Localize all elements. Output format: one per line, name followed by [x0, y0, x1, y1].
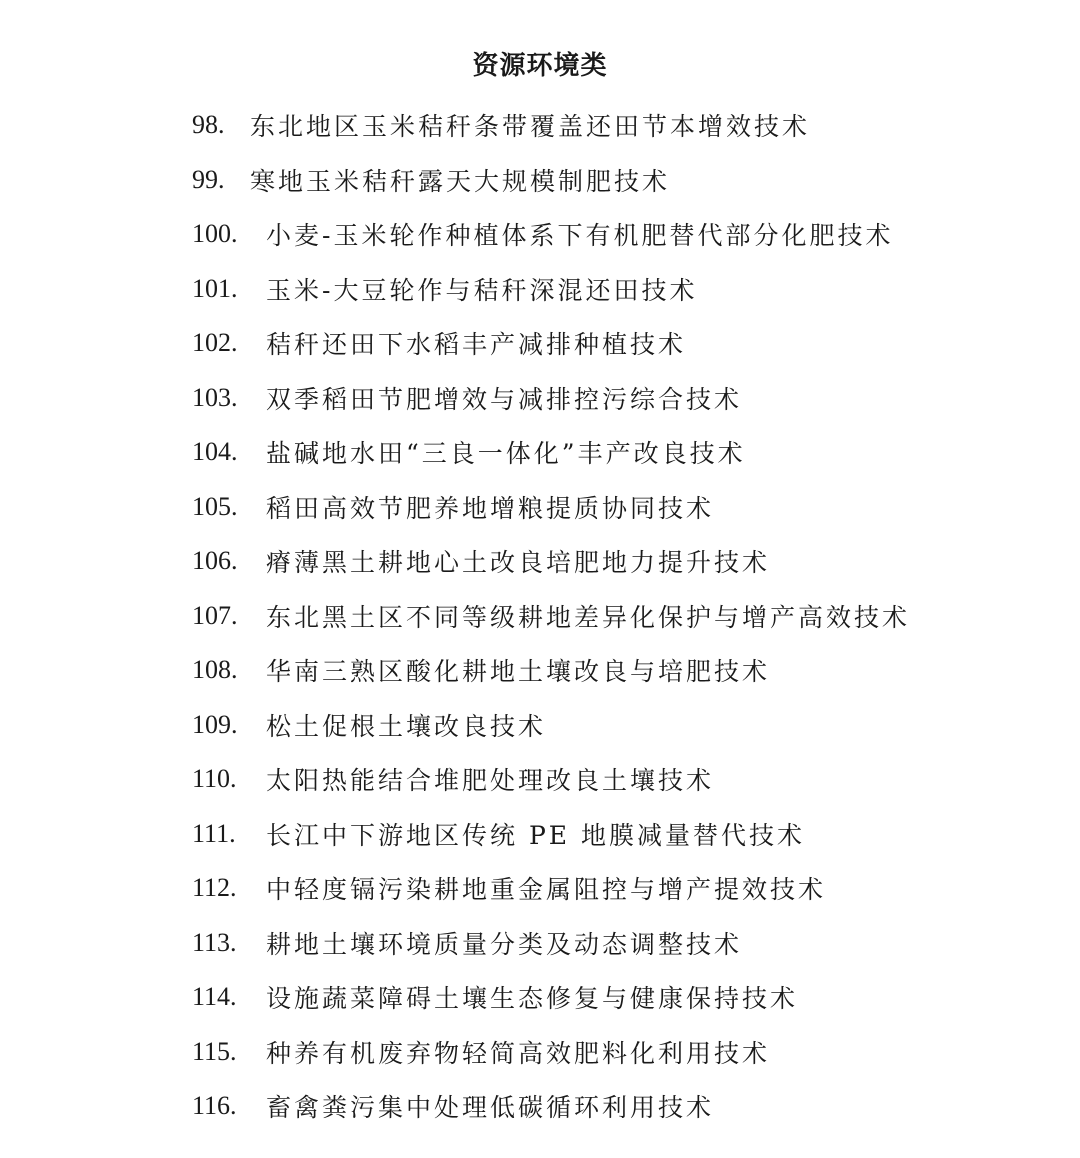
- list-item: [192, 207, 910, 262]
- list-item: [192, 916, 910, 971]
- item-text: 小麦-玉米轮作种植体系下有机肥替代部分化肥技术: [266, 221, 894, 251]
- list-item: [192, 589, 910, 644]
- item-text: 畜禽粪污集中处理低碳循环利用技术: [266, 1093, 715, 1123]
- item-number: 105.: [192, 491, 238, 521]
- item-number: 110.: [192, 764, 237, 794]
- item-number: 115.: [192, 1036, 237, 1066]
- item-number: 98.: [192, 110, 225, 140]
- item-number: 101.: [192, 273, 238, 303]
- item-text: 太阳热能结合堆肥处理改良土壤技术: [266, 766, 715, 796]
- item-number: 106.: [192, 546, 238, 576]
- list-item: [192, 98, 910, 153]
- item-number: 104.: [192, 437, 238, 467]
- item-number: 109.: [192, 709, 238, 739]
- item-number: 99.: [192, 164, 225, 194]
- item-text: 玉米-大豆轮作与秸秆深混还田技术: [266, 275, 698, 305]
- list-item: [192, 1025, 910, 1080]
- item-text: 双季稻田节肥增效与减排控污综合技术: [266, 384, 743, 414]
- list-item: [192, 698, 910, 753]
- item-text: 种养有机废弃物轻简高效肥料化利用技术: [266, 1038, 771, 1068]
- item-number: 102.: [192, 328, 238, 358]
- list-item: [192, 1079, 910, 1134]
- item-number: 116.: [192, 1091, 237, 1121]
- list-item: [192, 425, 910, 480]
- list-item: [192, 643, 910, 698]
- list-item: [192, 153, 910, 208]
- list-item: [192, 262, 910, 317]
- item-number: 100.: [192, 219, 238, 249]
- list-item: [192, 534, 910, 589]
- list-item: [192, 970, 910, 1025]
- list-item: [192, 752, 910, 807]
- item-number: 107.: [192, 600, 238, 630]
- item-text: 东北黑土区不同等级耕地差异化保护与增产高效技术: [266, 602, 911, 632]
- list-item: [192, 316, 910, 371]
- item-text: 长江中下游地区传统 PE 地膜减量替代技术: [266, 820, 805, 850]
- item-text: 寒地玉米秸秆露天大规模制肥技术: [250, 166, 671, 196]
- item-text: 东北地区玉米秸秆条带覆盖还田节本增效技术: [250, 112, 811, 142]
- list-item: [192, 807, 910, 862]
- item-text: 耕地土壤环境质量分类及动态调整技术: [266, 929, 743, 959]
- list-item: [192, 371, 910, 426]
- item-text: 华南三熟区酸化耕地土壤改良与培肥技术: [266, 657, 771, 687]
- list-item: [192, 480, 910, 535]
- item-number: 112.: [192, 873, 237, 903]
- item-number: 114.: [192, 982, 237, 1012]
- item-text: 中轻度镉污染耕地重金属阻控与增产提效技术: [266, 875, 827, 905]
- item-number: 113.: [192, 927, 237, 957]
- section-title: 资源环境类: [472, 51, 608, 81]
- item-text: 设施蔬菜障碍土壤生态修复与健康保持技术: [266, 984, 799, 1014]
- item-text: 松土促根土壤改良技术: [266, 711, 547, 741]
- technology-list: [192, 98, 910, 1134]
- list-item: [192, 861, 910, 916]
- item-number: 108.: [192, 655, 238, 685]
- item-text: 稻田高效节肥养地增粮提质协同技术: [266, 493, 715, 523]
- item-number: 103.: [192, 382, 238, 412]
- item-text: 秸秆还田下水稻丰产减排种植技术: [266, 330, 687, 360]
- item-text: 盐碱地水田“三良一体化”丰产改良技术: [266, 439, 746, 469]
- item-text: 瘠薄黑土耕地心土改良培肥地力提升技术: [266, 548, 771, 578]
- item-number: 111.: [192, 818, 236, 848]
